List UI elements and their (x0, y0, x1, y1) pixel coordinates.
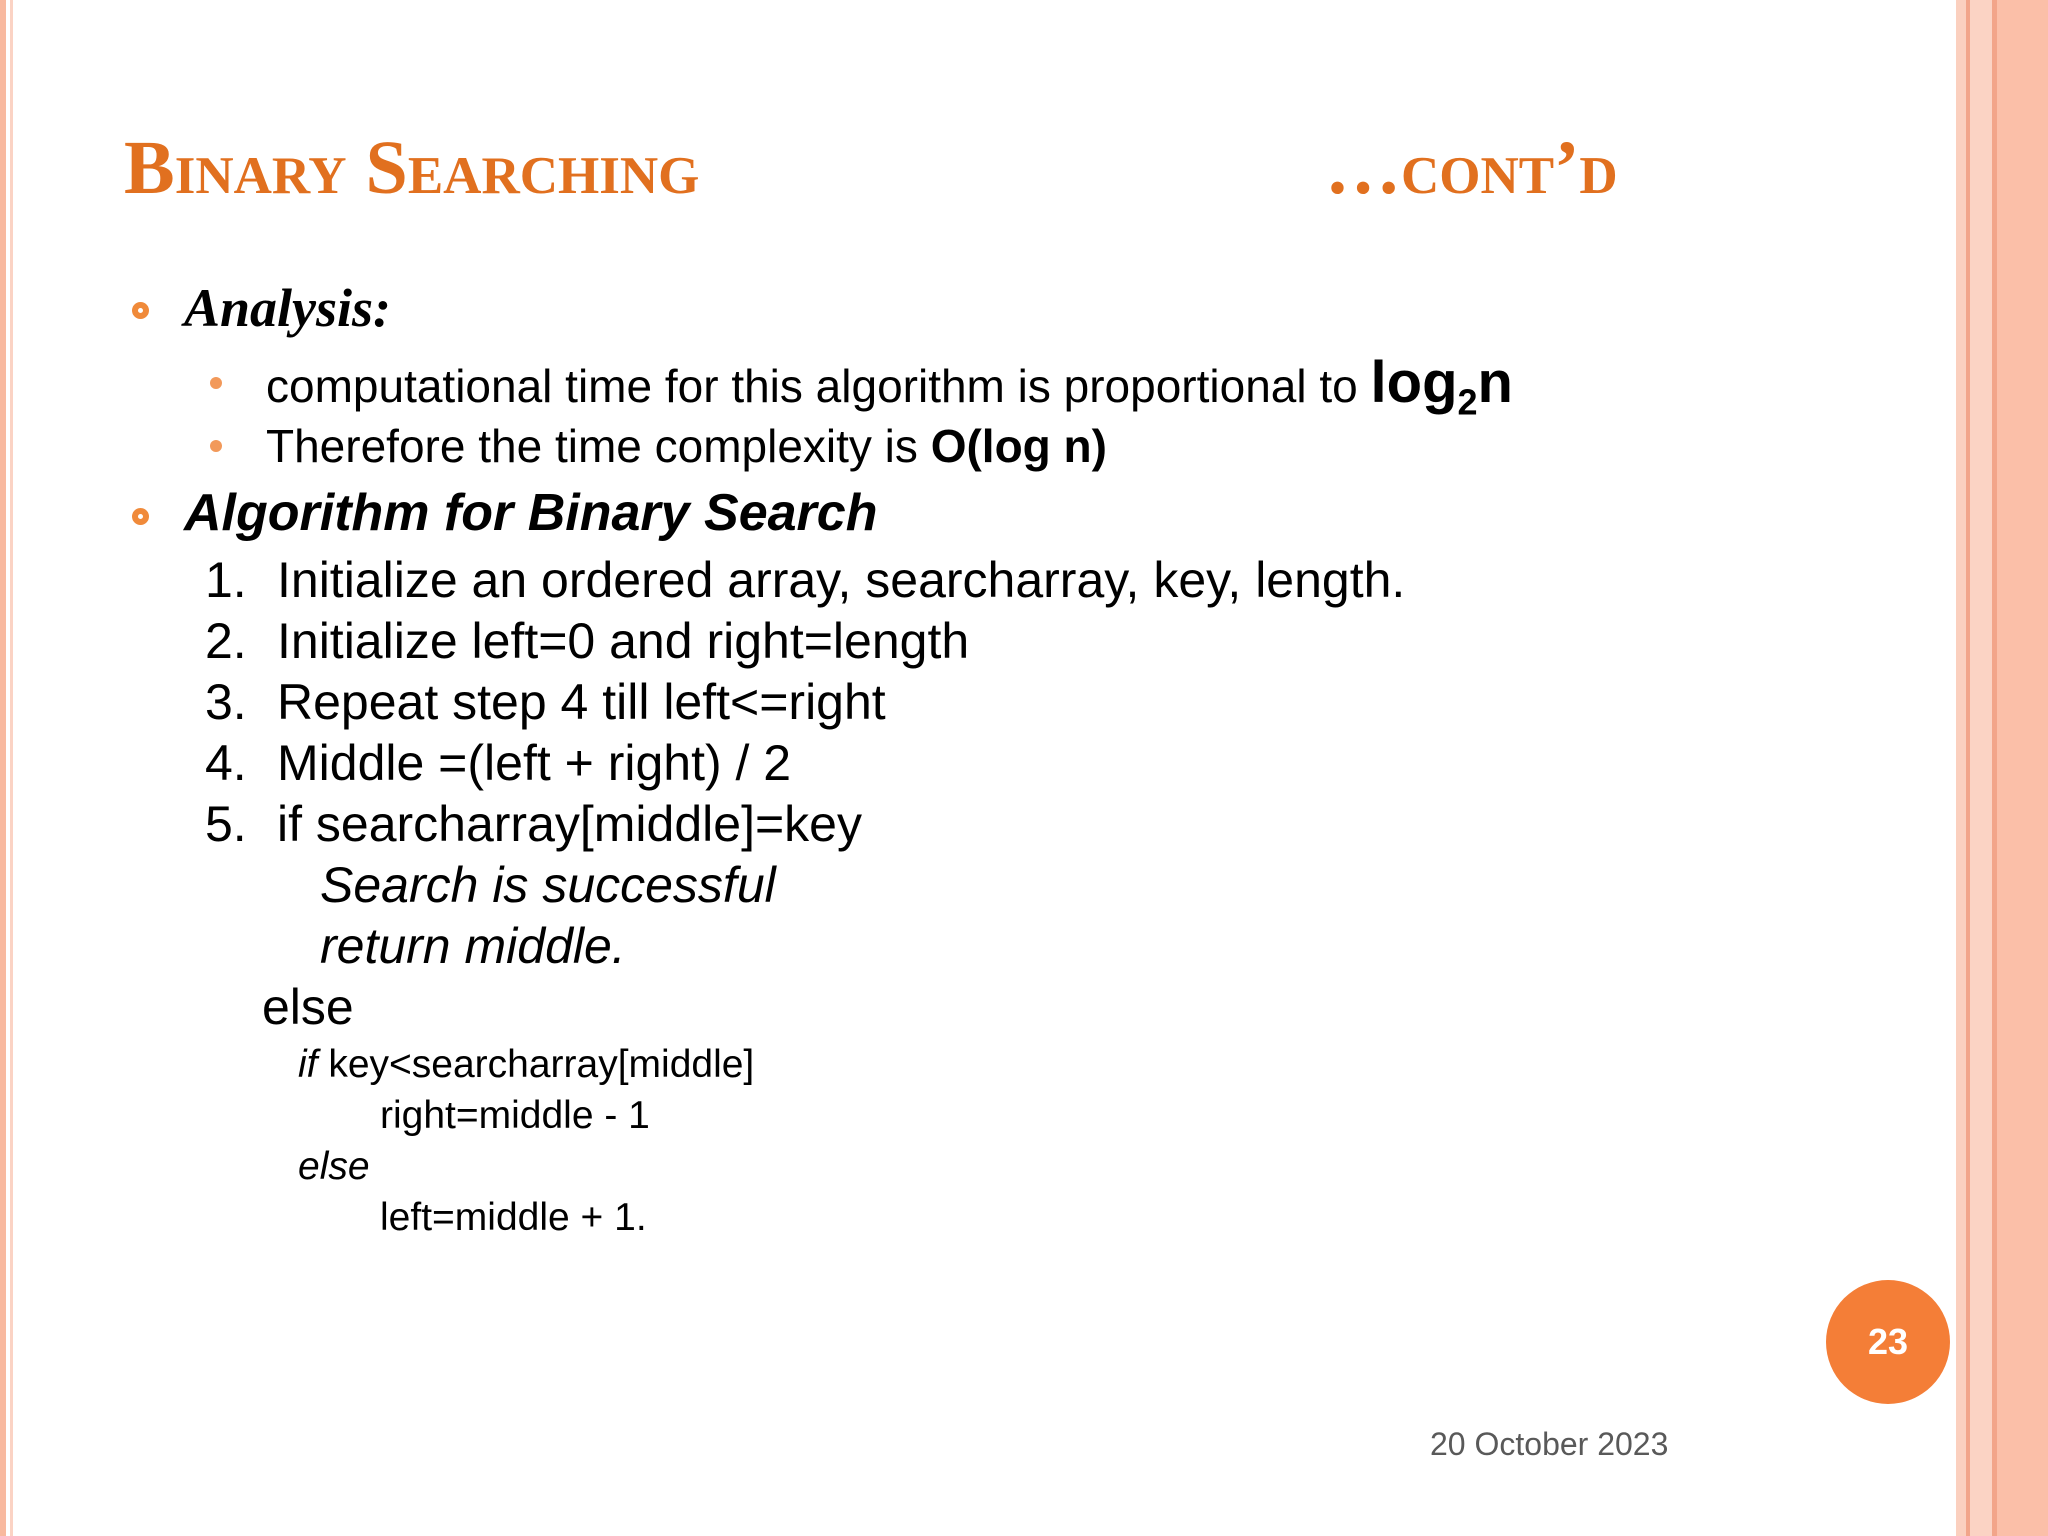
step5-inner-else: else (298, 1145, 370, 1188)
algorithm-step (205, 733, 791, 793)
analysis-point-1-text: computational time for this algorithm is proportional to (266, 360, 1371, 412)
step5-if-line (298, 1041, 754, 1089)
if-keyword: if (298, 1043, 318, 1086)
analysis-point-2-text: Therefore the time complexity is (266, 420, 931, 472)
left-border-stripe (0, 0, 6, 1536)
right-border-band (1956, 0, 1966, 1536)
algorithm-step (205, 794, 862, 854)
dot-bullet-icon (210, 377, 222, 389)
right-border-band (1997, 0, 2048, 1536)
step-number: 4. (205, 735, 247, 791)
algorithm-step (205, 672, 886, 732)
step5-success-line: Search is successful (320, 857, 776, 913)
step5-right-assign: right=middle - 1 (380, 1094, 650, 1137)
log-n: n (1477, 350, 1513, 415)
step-number: 2. (205, 613, 247, 669)
log-base: 2 (1457, 381, 1478, 423)
step5-return-line: return middle. (320, 918, 626, 974)
page-number-badge: 23 (1826, 1280, 1950, 1404)
analysis-point-1 (266, 350, 1513, 423)
analysis-point-2 (266, 418, 1107, 474)
complexity-value: O(log n) (930, 420, 1107, 472)
step-number: 1. (205, 552, 247, 608)
slide-title: Binary Searching (124, 126, 700, 210)
ring-bullet-icon (132, 302, 149, 319)
log-term (1370, 350, 1513, 423)
algorithm-step (205, 550, 1405, 610)
slide-date: 20 October 2023 (1430, 1426, 1669, 1462)
step-text: Repeat step 4 till left<=right (277, 674, 886, 730)
ring-bullet-icon (132, 508, 149, 525)
step-text: Initialize left=0 and right=length (277, 613, 970, 669)
right-border-band (1970, 0, 1992, 1536)
step5-else-line: else (262, 979, 354, 1035)
algorithm-step (205, 611, 969, 671)
step5-left-assign: left=middle + 1. (380, 1196, 647, 1239)
step-number: 5. (205, 796, 247, 852)
left-border-stripe-inner (10, 0, 13, 1536)
analysis-heading: Analysis: (184, 278, 392, 338)
log-word: log (1370, 350, 1458, 415)
step-text: if searcharray[middle]=key (277, 796, 862, 852)
dot-bullet-icon (210, 440, 222, 452)
step-text: Middle =(left + right) / 2 (277, 735, 792, 791)
slide-title-suffix: …cont’d (1325, 126, 1618, 210)
step-text: Initialize an ordered array, searcharray, key, length. (277, 552, 1406, 608)
algorithm-heading: Algorithm for Binary Search (184, 484, 878, 542)
step-number: 3. (205, 674, 247, 730)
if-condition: key<searcharray[middle] (317, 1043, 755, 1086)
